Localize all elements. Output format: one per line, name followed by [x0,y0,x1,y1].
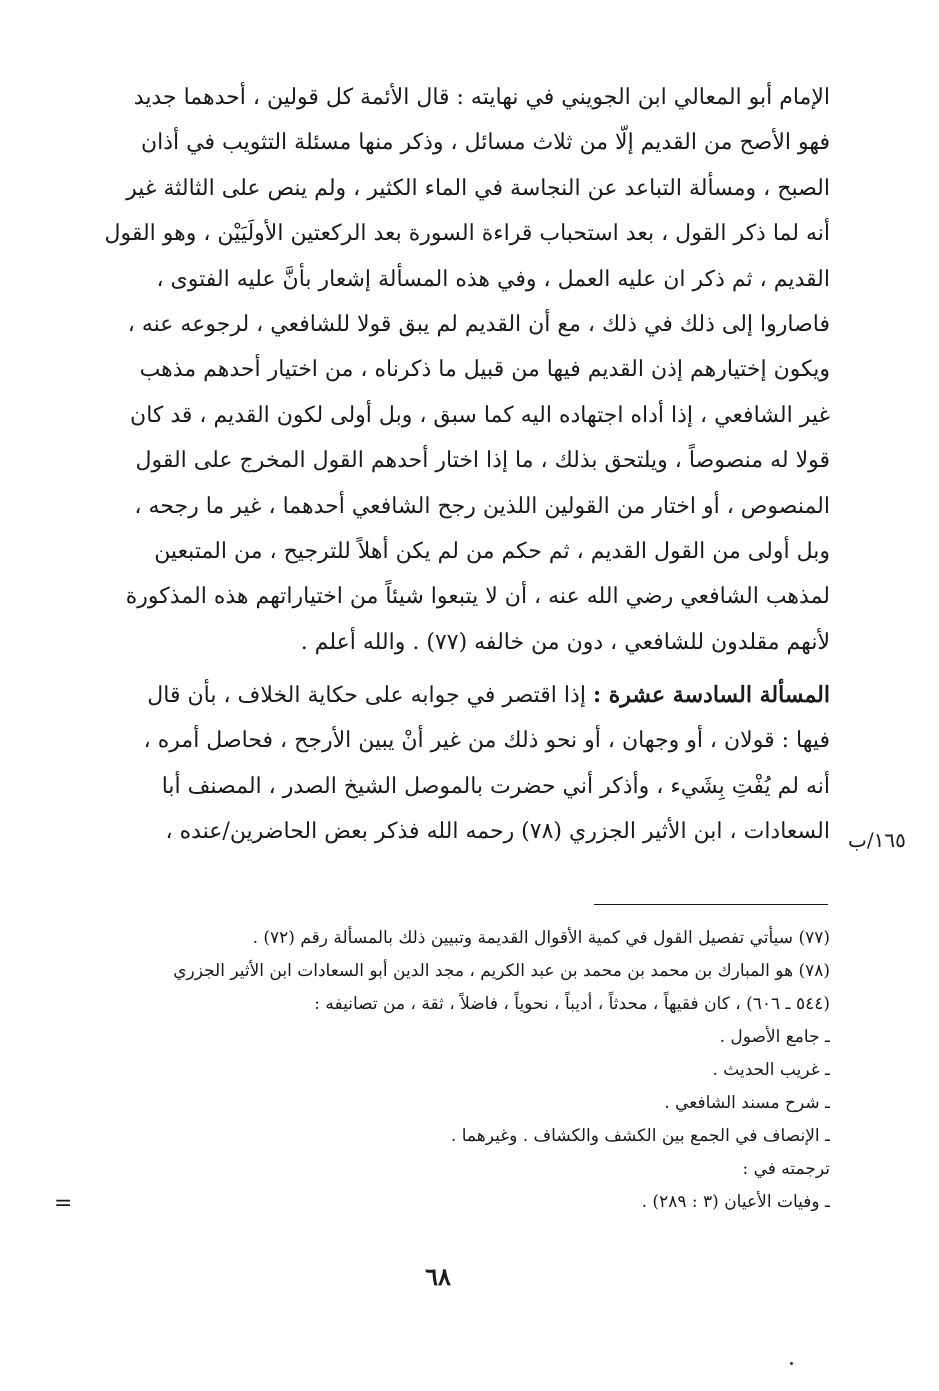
footnotes [60,922,830,1219]
section-first-line [78,673,830,718]
text-line: الإمام أبو المعالي ابن الجويني في نهايته : قال الأئمة كل قولين ، أحدهما جديد [133,85,830,110]
section-first-line-text: إذا اقتصر في جوابه على حكاية الخلاف ، بأن قال [147,683,586,709]
text-line: فيها : قولان ، أو وجهان ، أو نحو ذلك من غير أنْ يبين الأرجح ، فحاصل أمره ، [143,728,830,754]
text-line: لأنهم مقلدون للشافعي ، دون من خالفه (٧٧) . والله أعلم . [300,629,830,655]
footnote-line: ـ شرح مسند الشافعي . [664,1093,830,1113]
footnote-line: (٧٧) سيأتي تفصيل القول في كمية الأقوال القديمة وتبيين ذلك بالمسألة رقم (٧٢) . [252,928,830,948]
footnote-line: ـ جامع الأصول . [719,1027,830,1047]
text-line: الصبح ، ومسألة التباعد عن النجاسة في الماء الكثير ، ولم ينص على الثالثة غير [126,175,830,201]
text-line: أنه لما ذكر القول ، بعد استحباب قراءة السورة بعد الركعتين الأولَيَيْن ، وهو القول [104,221,830,247]
text-line: ويكون إختيارهم إذن القديم فيها من قبيل ما ذكرناه ، من اختيار أحدهم مذهب [139,357,830,383]
text-line: السعادات ، ابن الأثير الجزري (٧٨) رحمه الله فذكر بعض الحاضرين/عنده ، [165,819,830,845]
text-line: لمذهب الشافعي رضي الله عنه ، أن لا يتبعوا شيئاً من اختياراتهم هذه المذكورة [125,584,830,610]
text-line: فهو الأصح من القديم إلّا من ثلاث مسائل ، وذكر منها مسئلة التثويب في أذان [140,130,830,156]
text-line: قولا له منصوصاً ، ويلتحق بذلك ، ما إذا اختار أحدهم القول المخرج على القول [135,448,830,474]
footnote-line: ـ غريب الحديث . [712,1060,830,1080]
section-heading: المسألة السادسة عشرة : [592,682,830,709]
footnote-line: ترجمته في : [742,1159,830,1179]
footnote-line: (٥٤٤ ـ ٦٠٦) ، كان فقيهاً ، محدثاً ، أديباً ، نحوياً ، فاضلاً ، ثقة ، من تصانيفه : [314,994,830,1014]
text-line: غير الشافعي ، إذا أداه اجتهاده اليه كما سبق ، وبل أولى لكون القديم ، قد كان [130,402,830,428]
text-line: المنصوص ، أو اختار من القولين اللذين رجح الشافعي أحدهما ، غير ما رجحه ، [134,493,830,519]
page-number: ٦٨ [425,1262,451,1291]
scan-speck [790,1362,793,1365]
text-line: القديم ، ثم ذكر ان عليه العمل ، وفي هذه المسألة إشعار بأنَّ عليه الفتوى ، [156,266,830,292]
folio-margin-note: ١٦٥/ب [848,828,906,852]
footnote-line: ـ الإنصاف في الجمع بين الكشف والكشاف . وغيرهما . [450,1126,830,1146]
text-line: أنه لم يُفْتِ بِشَيء ، وأذكر أني حضرت بالموصل الشيخ الصدر ، المصنف أبا [161,773,830,799]
main-text-body [78,75,830,855]
text-line: فاصاروا إلى ذلك في ذلك ، مع أن القديم لم يبق قولا للشافعي ، لرجوعه عنه ، [127,311,830,337]
text-line: وبل أولى من القول القديم ، ثم حكم من لم يكن أهلاً للترجيح ، من المتبعين [154,538,830,564]
footnote-line: ـ وفيات الأعيان (٣ : ٢٨٩) . [641,1192,830,1212]
footnote-separator [594,904,828,905]
footnote-line: (٧٨) هو المبارك بن محمد بن محمد بن عبد الكريم ، مجد الدين أبو السعادات ابن الأثير الجزري [173,961,830,981]
continuation-mark: = [54,1191,73,1216]
